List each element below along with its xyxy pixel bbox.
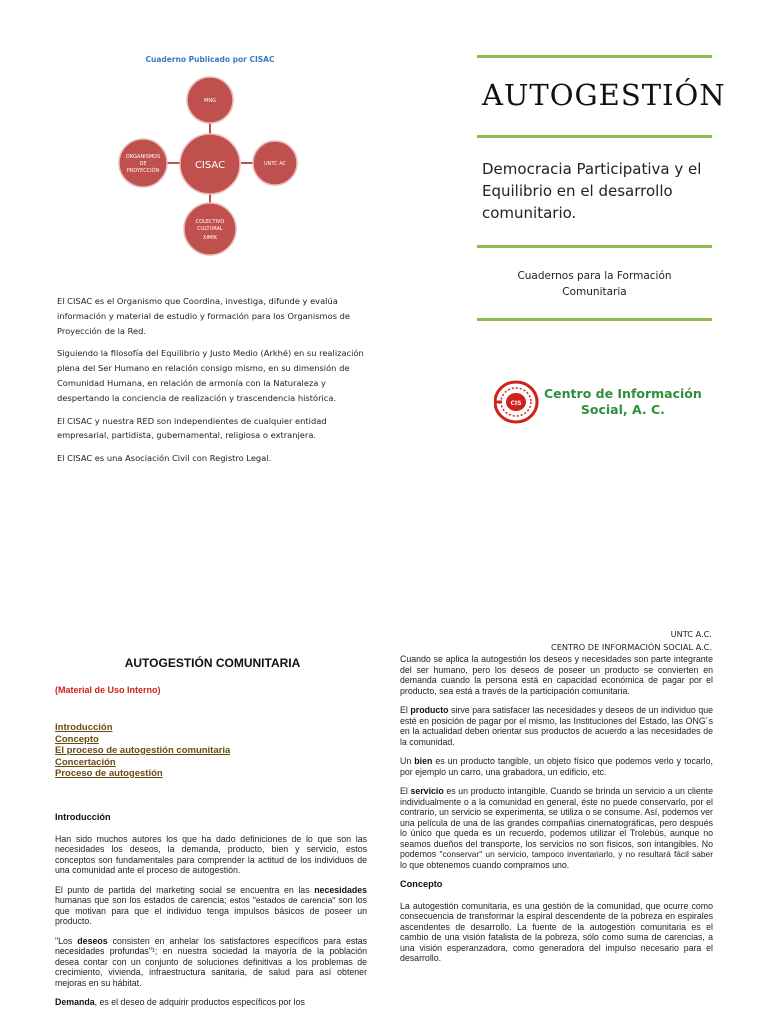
intro-paragraph: El CISAC es una Asociación Civil con Registro Legal.: [57, 453, 272, 464]
org-line-2: CENTRO DE INFORMACIÓN SOCIAL A.C.: [551, 642, 712, 652]
node-bottom-label-2: CULTURAL: [197, 226, 223, 232]
body-paragraph: Demanda, es el deseo de adquirir productos específicos por los: [55, 997, 305, 1007]
internal-use-note: (Material de Uso Interno): [55, 685, 161, 695]
body-paragraph: La autogestión comunitaria, es una gestión de la comunidad, que ocurre como consecuencia de transformar la espiral descendente de la pobreza en espirales ascendentes de desarrollo. La fuente de la autogestión comunitaria es el cambio de una visión fatalista de la pobreza, sólo como suma de carencias, a una visión esperanzadora, como generadora del impulso necesario para el desarrollo.: [400, 900, 713, 963]
divider-bar: [477, 135, 712, 138]
body-paragraph: Han sido muchos autores los que ha dado definiciones de lo que son las necesidades los deseos, la demanda, producto, bien y servicio, estos conceptos son fundamentales para comprender la actitud de los individuos de una comunidad ante el proceso de autogestión.: [55, 833, 367, 875]
intro-paragraph: Siguiendo la filosofía del Equilibrio y Justo Medio (Arkhé) en su realización plena del Ser Humano en relación consigo mismo, en su dimensión de Comunidad Humana, en relación de armonía con la Naturaleza y despertando la conciencia de realización y trascendencia histórica.: [57, 348, 364, 403]
divider-bar: [477, 318, 712, 321]
logo-line-2: Social, A. C.: [580, 402, 665, 417]
org-diagram-svg: [110, 75, 310, 265]
intro-paragraph: El CISAC es el Organismo que Coordina, investiga, difunde y evalúa información y material de estudio y formación para los Organismos de Proyección de la Red.: [57, 296, 351, 336]
series-line-2: Comunitaria: [562, 286, 627, 298]
org-line-1: UNTC A.C.: [670, 629, 712, 639]
cover-title: AUTOGESTIÓN: [482, 78, 726, 112]
organization-header: [551, 628, 712, 654]
divider-bar: [477, 55, 712, 58]
left-column-body: [55, 812, 367, 1017]
intro-paragraph: El CISAC y nuestra RED son independientes de cualquier entidad empresarial, partidista, gubernamental, religiosa o extranjera.: [57, 415, 327, 441]
node-center-label: CISAC: [194, 160, 226, 171]
toc-link-proceso-autogestion[interactable]: Proceso de autogestión: [55, 768, 163, 779]
cis-logo: [494, 380, 714, 424]
cover-subtitle: Democracia Participativa y el Equilibrio en el desarrollo comunitario.: [482, 160, 702, 222]
toc-link-proceso-autogestion-comunitaria[interactable]: El proceso de autogestión comunitaria: [55, 745, 231, 756]
cisac-intro: [57, 294, 377, 474]
body-paragraph: El servicio es un producto intangible. Cuando se brinda un servicio a un cliente individualmente o a la comunidad en general, éste no puede conservarlo, por el contrario, un servicio se experimenta, se utiliza o se consume. Así, podemos ver una película de una de las grandes compañías cinematográficas, pero después lo único que queda es un recuerdo, podemos utilizar el Trolebús, aunque no seamos dueños del transporte, los servicios no son físicos, son intangibles. No podemos "conservar" un servicio, tampoco inventariarlo, y no resultará fácil saber lo que obtenemos cuando compramos uno.: [400, 786, 713, 870]
body-paragraph: Cuando se aplica la autogestión los deseos y necesidades son parte integrante del ser humano, pero los deseos de poseer un producto se convierten en demanda cuando la persona está en capacidad económica de pagar por el producto, sea está a través de la participación comunitaria.: [400, 654, 713, 696]
table-of-contents: [55, 722, 230, 780]
heading-concepto: Concepto: [400, 879, 443, 889]
section-title: AUTOGESTIÓN COMUNITARIA: [124, 656, 301, 670]
node-right-label: UNTC AC: [263, 161, 287, 167]
divider-bar: [477, 245, 712, 248]
toc-link-concepto[interactable]: Concepto: [55, 733, 99, 745]
body-paragraph: El producto sirve para satisfacer las necesidades y deseos de un individuo que esté en posición de pagar por el mismo, las Instituciones del Estado, las ONG´s en la actualidad deben orientar sus productos de acuerdo a las necesidades de la comunidad.: [400, 705, 713, 747]
right-column-body: [400, 654, 713, 973]
org-diagram: [110, 75, 310, 265]
node-left-label-3: PROYECCIÓN: [126, 168, 160, 174]
logo-line-1: Centro de Información: [544, 386, 702, 401]
toc-link-concertacion[interactable]: Concertación: [55, 756, 116, 768]
publisher-caption: Cuaderno Publicado por CISAC: [145, 55, 275, 64]
node-bottom-label-3: XIMIK: [203, 235, 217, 241]
node-top-label: MNG: [204, 98, 216, 104]
body-paragraph: "Los deseos consisten en anhelar los satisfactores específicos para estas necesidades profundas"¹; en nuestra sociedad la mayoría de la población desea contar con un conjunto de soluciones definitivas a los problemas de crecimiento, vivienda, infraestructura sanitaria, de salud para así obtener mejoras en su hábitat.: [55, 935, 367, 988]
logo-mark: CIS: [510, 400, 522, 407]
series-caption: [477, 268, 712, 300]
series-line-1: Cuadernos para la Formación: [517, 270, 672, 282]
body-paragraph: Un bien es un producto tangible, un objeto físico que podemos verlo y tocarlo, por ejemplo un carro, una grabadora, un edificio, etc.: [400, 756, 713, 777]
logo-text: [544, 386, 702, 418]
node-bottom-label-1: COLECTIVO: [195, 219, 225, 225]
cis-logo-icon: [494, 380, 542, 424]
node-left-label-2: DE: [139, 161, 147, 167]
heading-introduccion: Introducción: [55, 812, 111, 822]
toc-link-introduccion[interactable]: Introducción: [55, 722, 113, 733]
node-left-label-1: ORGANISMOS: [125, 154, 161, 160]
body-paragraph: El punto de partida del marketing social se encuentra en las necesidades humanas que son los estados de carencia; estos "estados de carencia" son los que motivan para que el individuo tenga impulsos básicos de poseer un producto.: [55, 884, 367, 926]
